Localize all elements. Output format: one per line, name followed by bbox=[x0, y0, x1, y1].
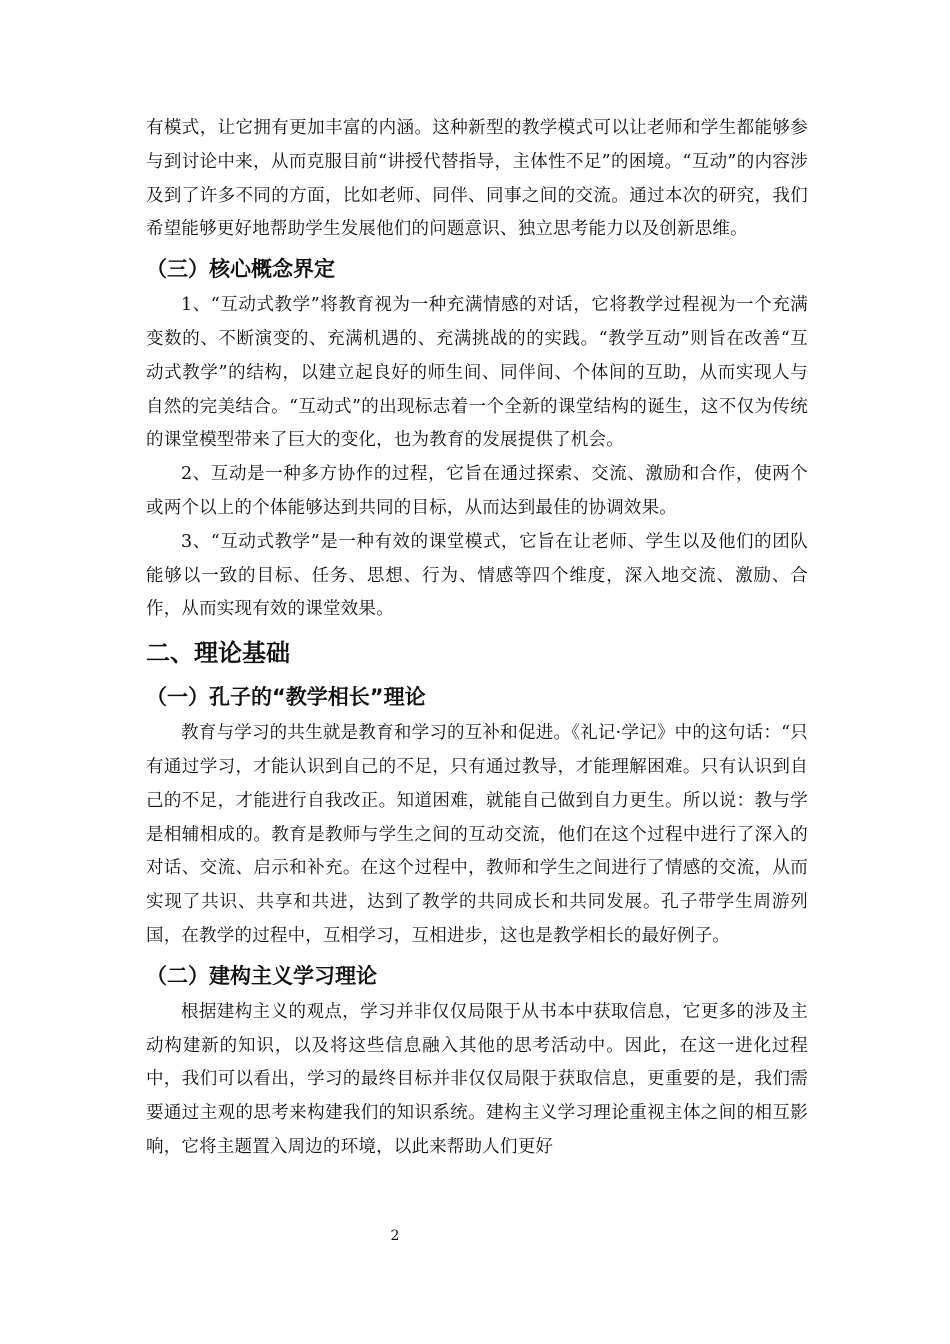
page-content bbox=[146, 112, 808, 1165]
concept-paragraph-2: 2、互动是一种多方协作的过程，它旨在通过探索、交流、激励和合作，使两个或两个以上的个体能够达到共同的目标，从而达到最佳的协调效果。 bbox=[146, 464, 808, 518]
section-heading-core-concepts: （三）核心概念界定 bbox=[146, 257, 335, 282]
constructivism-paragraph: 根据建构主义的观点，学习并非仅仅局限于从书本中获取信息，它更多的涉及主动构建新的知识，以及将这些信息融入其他的思考活动中。因此，在这一进化过程中，我们可以看出，学习的最终目标并非仅仅局限于获取信息，更重要的是，我们需要通过主观的思考来构建我们的知识系统。建构主义学习理论重视主体之间的相互影响，它将主题置入周边的环境，以此来帮助人们更好 bbox=[146, 1001, 808, 1157]
page-number: 2 bbox=[390, 1228, 400, 1244]
chapter-heading-theory: 二、理论基础 bbox=[146, 639, 290, 668]
concept-paragraph-1: 1、“互动式教学”将教育视为一种充满情感的对话，它将教学过程视为一个充满变数的、不断演变的、充满机遇的、充满挑战的的实践。“教学互动”则旨在改善“互动式教学”的结构，以建立起良好的师生间、同伴间、个体间的互助，从而实现人与自然的完美结合。“互动式”的出现标志着一个全新的课堂结构的诞生，这不仅为传统的课堂模型带来了巨大的变化，也为教育的发展提供了机会。 bbox=[146, 295, 808, 451]
concept-paragraph-3: 3、“互动式教学”是一种有效的课堂模式，它旨在让老师、学生以及他们的团队能够以一致的目标、任务、思想、行为、情感等四个维度，深入地交流、激励、合作，从而实现有效的课堂效果。 bbox=[146, 531, 808, 620]
confucius-paragraph: 教育与学习的共生就是教育和学习的互补和促进。《礼记·学记》中的这句话：“只有通过学习，才能认识到自己的不足，只有通过教导，才能理解困难。只有认识到自己的不足，才能进行自我改正。知道困难，就能自己做到自力更生。所以说：教与学是相辅相成的。教育是教师与学生之间的互动交流，他们在这个过程中进行了深入的对话、交流、启示和补充。在这个过程中，教师和学生之间进行了情感的交流，从而实现了共识、共享和共进，达到了教学的共同成长和共同发展。孔子带学生周游列国，在教学的过程中，互相学习，互相进步，这也是教学相长的最好例子。 bbox=[146, 723, 808, 946]
section-heading-constructivism: （二）建构主义学习理论 bbox=[146, 963, 377, 988]
section-heading-confucius: （一）孔子的“教学相长”理论 bbox=[146, 685, 426, 710]
continuation-paragraph: 有模式，让它拥有更加丰富的内涵。这种新型的教学模式可以让老师和学生都能够参与到讨论中来，从而克服目前“讲授代替指导，主体性不足”的困境。“互动”的内容涉及到了许多不同的方面，比如老师、同伴、同事之间的交流。通过本次的研究，我们希望能够更好地帮助学生发展他们的问题意识、独立思考能力以及创新思维。 bbox=[146, 118, 808, 240]
